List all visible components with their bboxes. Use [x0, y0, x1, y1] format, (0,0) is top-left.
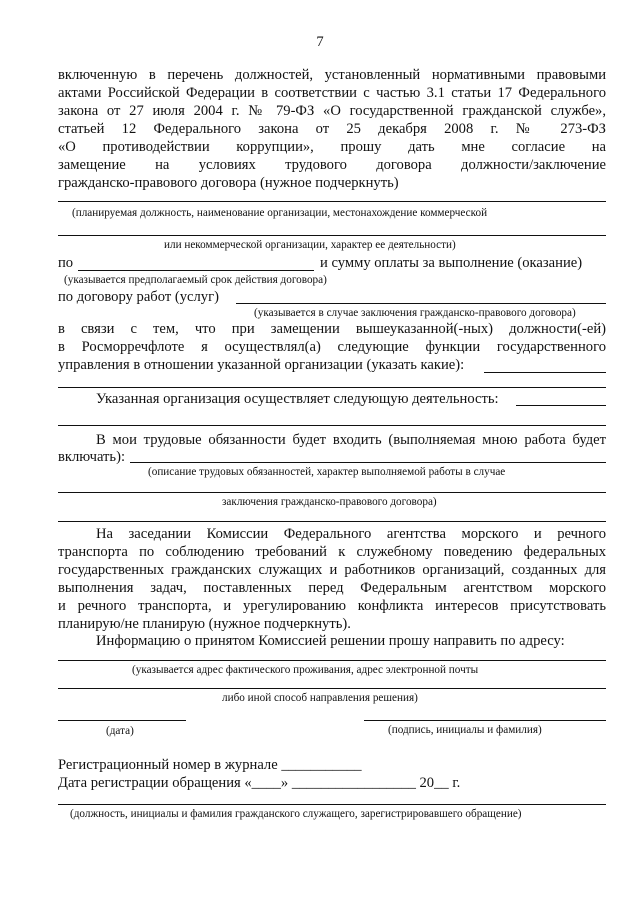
- commission-line-6: планирую/не планирую (нужное подчеркнуть).: [58, 616, 351, 632]
- info-text: Информацию о принятом Комиссией решении прошу направить по адресу:: [96, 633, 565, 649]
- commission-line-1: На заседании Комиссии Федерального агентства морского и речного: [96, 526, 606, 542]
- activity-text: Указанная организация осуществляет следующую деятельность:: [96, 391, 499, 407]
- functions-field-line[interactable]: [58, 387, 606, 388]
- page-number: 7: [316, 34, 324, 50]
- hint-date: (дата): [106, 725, 134, 737]
- duties-prefix: включать):: [58, 449, 125, 465]
- position-field-line-2[interactable]: [58, 235, 606, 236]
- registration-number-label: Регистрационный номер в журнале ___________: [58, 757, 362, 773]
- term-field-line[interactable]: [78, 270, 314, 271]
- hint-term: (указывается предполагаемый срок действия договора): [64, 274, 327, 286]
- contract-prefix: по договору работ (услуг): [58, 289, 219, 305]
- hint-registrar: (должность, инициалы и фамилия гражданского служащего, зарегистрировавшего обращение): [70, 808, 522, 820]
- registrar-field-line[interactable]: [58, 804, 606, 805]
- duties-line-1: В мои трудовые обязанности будет входить (выполняемая мною работа будет: [96, 432, 606, 448]
- intro-line-2: актами Российской Федерации в соответствии с частью 3.1 статьи 17 Федерального: [58, 85, 606, 101]
- intro-line-5: «О противодействии коррупции», прошу дать мне согласие на: [58, 139, 606, 155]
- date-field-line[interactable]: [58, 720, 186, 721]
- contract-field-line[interactable]: [236, 303, 606, 304]
- hint-position-2: или некоммерческой организации, характер ее деятельности): [164, 239, 456, 251]
- hint-signature: (подпись, инициалы и фамилия): [388, 724, 542, 736]
- commission-line-3: государственных гражданских служащих и работников организаций, созданных для: [58, 562, 606, 578]
- functions-field-inline[interactable]: [484, 372, 606, 373]
- duties-field-inline[interactable]: [130, 462, 606, 463]
- intro-line-6: замещение на условиях трудового договора должности/заключение: [58, 157, 606, 173]
- position-field-line-1[interactable]: [58, 201, 606, 202]
- commission-line-2: транспорта по соблюдению требований к служебному поведению федеральных: [58, 544, 606, 560]
- term-prefix: по: [58, 255, 74, 271]
- signature-field-line[interactable]: [364, 720, 606, 721]
- functions-line-1: в связи с тем, что при замещении вышеуказанной(-ных) должности(-ей): [58, 321, 606, 337]
- functions-line-2: в Росморречфлоте я осуществлял(а) следующие функции государственного: [58, 339, 606, 355]
- duties-field-line-2[interactable]: [58, 521, 606, 522]
- hint-duties-2: заключения гражданско-правового договора): [222, 496, 437, 508]
- term-suffix: и сумму оплаты за выполнение (оказание): [320, 255, 583, 271]
- intro-line-4: статьей 12 Федерального закона от 25 декабря 2008 г. № 273-ФЗ: [58, 121, 606, 137]
- intro-line-3: закона от 27 июля 2004 г. № 79-ФЗ «О государственной гражданской службе»,: [58, 103, 606, 119]
- hint-duties-1: (описание трудовых обязанностей, характер выполняемой работы в случае: [148, 466, 506, 478]
- intro-line-7: гражданско-правового договора (нужное подчеркнуть): [58, 175, 399, 191]
- address-field-line-1[interactable]: [58, 660, 606, 661]
- hint-contract: (указывается в случае заключения гражданско-правового договора): [254, 307, 576, 319]
- intro-line-1: включенную в перечень должностей, установленный нормативными правовыми: [58, 67, 606, 83]
- commission-line-5: и речного транспорта, и урегулированию конфликта интересов присутствовать: [58, 598, 606, 614]
- registration-date-label: Дата регистрации обращения «____» _________________ 20__ г.: [58, 775, 461, 791]
- commission-line-4: выполнения задач, поставленных перед Федеральным агентством морского: [58, 580, 606, 596]
- activity-field-inline[interactable]: [516, 405, 606, 406]
- hint-position-1: (планируемая должность, наименование организации, местонахождение коммерческой: [72, 207, 488, 219]
- address-field-line-2[interactable]: [58, 688, 606, 689]
- hint-address-2: либо иной способ направления решения): [222, 692, 418, 704]
- hint-address-1: (указывается адрес фактического проживания, адрес электронной почты: [132, 664, 479, 676]
- functions-line-3: управления в отношении указанной организации (указать какие):: [58, 357, 465, 373]
- duties-field-line[interactable]: [58, 492, 606, 493]
- activity-field-line[interactable]: [58, 425, 606, 426]
